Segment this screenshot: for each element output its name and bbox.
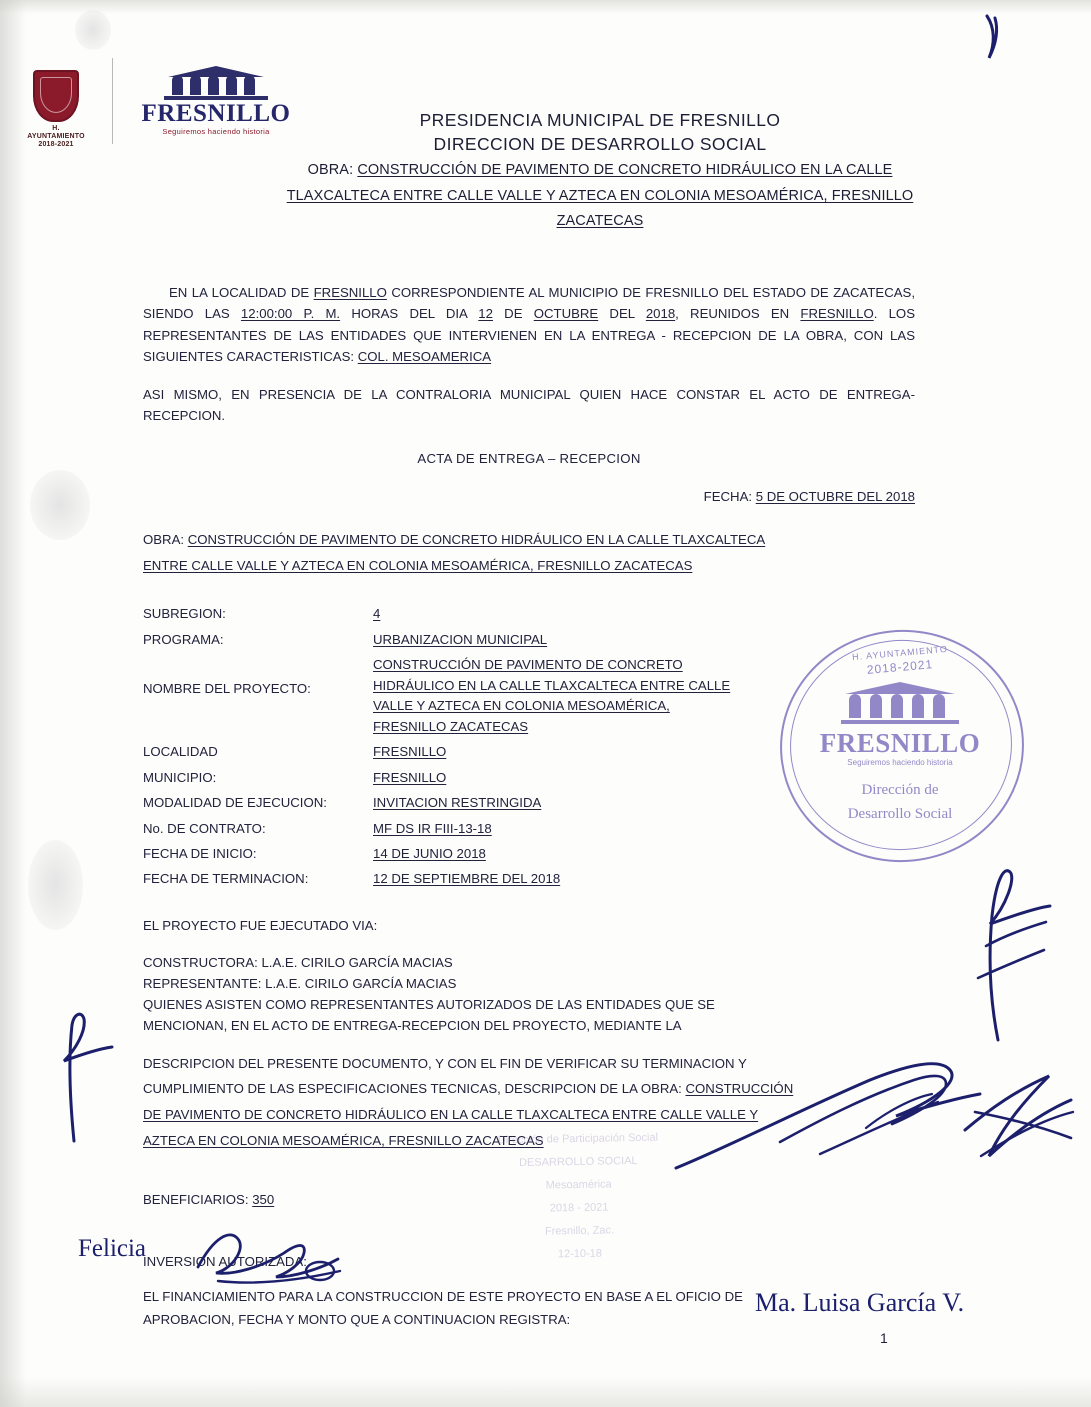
p1-text-c: HORAS DEL DIA bbox=[340, 306, 479, 322]
p1-localidad: FRESNILLO bbox=[313, 285, 387, 300]
via-line3: QUIENES ASISTEN COMO REPRESENTANTES AUTORIZADOS DE LAS ENTIDADES QUE SE bbox=[143, 997, 715, 1013]
descripcion-line2 bbox=[143, 1076, 915, 1102]
header-obra bbox=[150, 159, 1050, 181]
table-row bbox=[143, 655, 915, 742]
field-value-nombre-proyecto bbox=[373, 655, 915, 742]
acta-title: ACTA DE ENTREGA – RECEPCION bbox=[417, 451, 641, 467]
field-label-subregion: SUBREGION: bbox=[143, 606, 226, 622]
field-value-localidad: FRESNILLO bbox=[373, 744, 447, 760]
p1-lugar: FRESNILLO bbox=[800, 306, 874, 322]
project-fields-table bbox=[143, 604, 915, 894]
beneficiarios-row bbox=[143, 1189, 915, 1210]
financiamiento-line1: EL FINANCIAMIENTO PARA LA CONSTRUCCION DE ESTE PROYECTO EN BASE A EL OFICIO DE bbox=[143, 1289, 743, 1305]
scan-smudge bbox=[28, 840, 83, 930]
scan-edge-bottom bbox=[0, 1377, 1091, 1407]
field-label-fecha-terminacion: FECHA DE TERMINACION: bbox=[143, 871, 309, 887]
municipal-crest bbox=[26, 70, 86, 149]
header-obra-line3: ZACATECAS bbox=[556, 213, 644, 230]
descripcion-line2-text: CUMPLIMIENTO DE LAS ESPECIFICACIONES TECNICAS, DESCRIPCION DE LA OBRA: bbox=[143, 1081, 686, 1097]
paragraph-contraloria: ASI MISMO, EN PRESENCIA DE LA CONTRALORIA MUNICIPAL QUIEN HACE CONSTAR EL ACTO DE ENTREGA-RECEPCION. bbox=[143, 386, 915, 423]
beneficiarios-value: 350 bbox=[252, 1192, 275, 1208]
faint-stamp-line1: Dirección de Participación Social bbox=[497, 1131, 659, 1147]
via-representante: REPRESENTANTE: L.A.E. CIRILO GARCÍA MACIAS bbox=[143, 976, 457, 992]
header-obra-label: OBRA: bbox=[307, 162, 354, 179]
stamp-top-text: H. AYUNTAMIENTO bbox=[851, 643, 949, 663]
faint-stamp-line6: 12-10-18 bbox=[557, 1248, 603, 1261]
p1-text-d: DE bbox=[492, 306, 534, 322]
obra-value-line2: ENTRE CALLE VALLE Y AZTECA EN COLONIA MESOAMÉRICA, FRESNILLO ZACATECAS bbox=[143, 557, 693, 573]
p1-dia: 12 bbox=[478, 306, 493, 322]
header-obra-line2: TLAXCALTECA ENTRE CALLE VALLE Y AZTECA EN COLONIA MESOAMÉRICA, FRESNILLO bbox=[286, 187, 914, 204]
proyecto-line2: HIDRÁULICO EN LA CALLE TLAXCALTECA ENTRE CALLE bbox=[373, 677, 731, 693]
field-value-subregion: 4 bbox=[373, 606, 381, 622]
field-label-fecha-inicio: FECHA DE INICIO: bbox=[143, 846, 257, 861]
proyecto-line4: FRESNILLO ZACATECAS bbox=[373, 718, 529, 734]
signature-right-upper bbox=[940, 850, 1090, 1050]
p1-anio: 2018 bbox=[645, 306, 676, 322]
field-label-modalidad: MODALIDAD DE EJECUCION: bbox=[143, 795, 327, 811]
table-row bbox=[143, 844, 915, 869]
title-line-1: PRESIDENCIA MUNICIPAL DE FRESNILLO bbox=[419, 110, 781, 130]
table-row bbox=[143, 604, 915, 629]
signature-far-right bbox=[955, 1060, 1085, 1190]
scan-edge-left bbox=[0, 0, 26, 1407]
title-line-2: DIRECCION DE DESARROLLO SOCIAL bbox=[433, 134, 767, 155]
fecha-label: FECHA: bbox=[703, 488, 753, 504]
ink-mark-left-margin bbox=[50, 1005, 120, 1145]
header-obra-line1: CONSTRUCCIÓN DE PAVIMENTO DE CONCRETO HIDRÁULICO EN LA CALLE bbox=[357, 162, 893, 179]
p1-text-a: EN LA LOCALIDAD DE bbox=[169, 285, 314, 300]
stamp-direccion-line2: Desarrollo Social bbox=[847, 806, 953, 822]
beneficiarios-label: BENEFICIARIOS: bbox=[143, 1192, 249, 1208]
header-title-block bbox=[150, 108, 1050, 233]
logo-tagline: Seguiremos haciendo historia bbox=[162, 127, 270, 136]
scan-edge-top bbox=[0, 0, 1091, 14]
crest-caption bbox=[26, 125, 86, 149]
field-label-programa: PROGRAMA: bbox=[143, 631, 224, 647]
crest-shield-icon bbox=[33, 70, 79, 122]
table-row bbox=[143, 630, 915, 655]
faint-stamp-line2: DESARROLLO SOCIAL bbox=[518, 1155, 638, 1170]
p1-mes: OCTUBRE bbox=[533, 306, 599, 322]
p1-text-b: CORRESPONDIENTE AL MUNICIPIO DE FRESNILLO DEL ESTADO DE ZACATECAS, SIENDO LAS bbox=[143, 285, 916, 322]
via-block bbox=[143, 952, 915, 1037]
signature-name-right: Ma. Luisa García V. bbox=[755, 1288, 965, 1317]
document-body bbox=[143, 282, 915, 1332]
obra-value-line1: CONSTRUCCIÓN DE PAVIMENTO DE CONCRETO HIDRÁULICO EN LA CALLE TLAXCALTECA bbox=[187, 532, 766, 547]
table-row bbox=[143, 742, 915, 767]
government-building-icon bbox=[160, 66, 272, 100]
obra-description bbox=[143, 527, 915, 578]
table-row bbox=[143, 869, 915, 894]
field-label-nombre-proyecto: NOMBRE DEL PROYECTO: bbox=[143, 681, 311, 697]
faint-stamp-line3: Mesoamérica bbox=[545, 1178, 612, 1192]
fecha-row bbox=[143, 486, 915, 507]
field-label-contrato: No. DE CONTRATO: bbox=[143, 820, 266, 836]
p1-colonia: COL. MESOAMERICA bbox=[357, 349, 492, 365]
descripcion-line2-underlined: CONSTRUCCIÓN bbox=[685, 1081, 794, 1097]
table-row bbox=[143, 793, 915, 818]
proyecto-line3: VALLE Y AZTECA EN COLONIA MESOAMÉRICA, bbox=[373, 698, 670, 714]
page-number: 1 bbox=[880, 1330, 888, 1346]
faint-stamp-line4: 2018 - 2021 bbox=[549, 1201, 609, 1215]
stamp-wordmark: FRESNILLO bbox=[819, 728, 981, 758]
proyecto-line1: CONSTRUCCIÓN DE PAVIMENTO DE CONCRETO bbox=[373, 657, 683, 673]
p1-text-e: DEL bbox=[598, 306, 646, 322]
field-value-fecha-terminacion: 12 DE SEPTIEMBRE DEL 2018 bbox=[373, 871, 561, 887]
scan-smudge bbox=[75, 10, 111, 50]
header-divider bbox=[112, 58, 113, 144]
logo-wordmark: FRESNILLO bbox=[141, 100, 291, 127]
obra-label: OBRA: bbox=[143, 532, 185, 547]
stamp-direccion-line1: Dirección de bbox=[861, 782, 939, 798]
table-row bbox=[143, 819, 915, 844]
descripcion-line4: AZTECA EN COLONIA MESOAMÉRICA, FRESNILLO ZACATECAS bbox=[143, 1132, 544, 1148]
stamp-year: 2018-2021 bbox=[866, 657, 934, 677]
ejecutado-via-heading: EL PROYECTO FUE EJECUTADO VIA: bbox=[143, 917, 378, 933]
p1-text-f: , REUNIDOS EN bbox=[675, 306, 801, 322]
stamp-tagline: Seguiremos haciendo historia bbox=[847, 758, 953, 767]
p1-text-g: . LOS REPRESENTANTES DE LAS ENTIDADES QUE INTERVIENEN EN LA ENTREGA - RECEPCION DE LA OBRA, CON LAS SIGUIENTES CARACTERISTICAS: bbox=[143, 306, 915, 365]
field-value-programa: URBANIZACION MUNICIPAL bbox=[373, 631, 548, 647]
fecha-value: 5 DE OCTUBRE DEL 2018 bbox=[755, 488, 915, 504]
field-value-contrato: MF DS IR FIII-13-18 bbox=[373, 820, 492, 836]
via-constructora: CONSTRUCTORA: L.A.E. CIRILO GARCÍA MACIAS bbox=[143, 955, 453, 971]
financiamiento-line2: APROBACION, FECHA Y MONTO QUE A CONTINUACION REGISTRA: bbox=[143, 1311, 571, 1327]
p1-hora: 12:00:00 P. M. bbox=[240, 306, 341, 322]
inversion-heading: INVERSION AUTORIZADA: bbox=[143, 1253, 307, 1269]
field-value-fecha-inicio: 14 DE JUNIO 2018 bbox=[373, 846, 486, 861]
crest-caption-line2: 2018-2021 bbox=[38, 141, 74, 149]
signature-name-left: Felicia bbox=[78, 1235, 147, 1262]
descripcion-block bbox=[143, 1051, 915, 1154]
field-value-modalidad: INVITACION RESTRINGIDA bbox=[373, 795, 542, 811]
field-label-municipio: MUNICIPIO: bbox=[143, 769, 217, 785]
descripcion-line3: DE PAVIMENTO DE CONCRETO HIDRÁULICO EN LA CALLE TLAXCALTECA ENTRE CALLE VALLE Y bbox=[143, 1107, 759, 1122]
table-row bbox=[143, 768, 915, 793]
scan-smudge bbox=[30, 470, 90, 540]
descripcion-line1: DESCRIPCION DEL PRESENTE DOCUMENTO, Y CON EL FIN DE VERIFICAR SU TERMINACION Y bbox=[143, 1055, 747, 1071]
financiamiento-block bbox=[143, 1286, 915, 1331]
field-value-municipio: FRESNILLO bbox=[373, 769, 447, 785]
field-label-localidad: LOCALIDAD bbox=[143, 744, 218, 760]
faint-stamp-line5: Fresnillo, Zac. bbox=[544, 1224, 615, 1238]
crest-caption-line1: H. AYUNTAMIENTO bbox=[27, 125, 85, 141]
via-line4: MENCIONAN, EN EL ACTO DE ENTREGA-RECEPCION DEL PROYECTO, MEDIANTE LA bbox=[143, 1018, 682, 1034]
ink-mark-top-right bbox=[975, 10, 1035, 70]
paragraph-localidad bbox=[143, 282, 915, 368]
